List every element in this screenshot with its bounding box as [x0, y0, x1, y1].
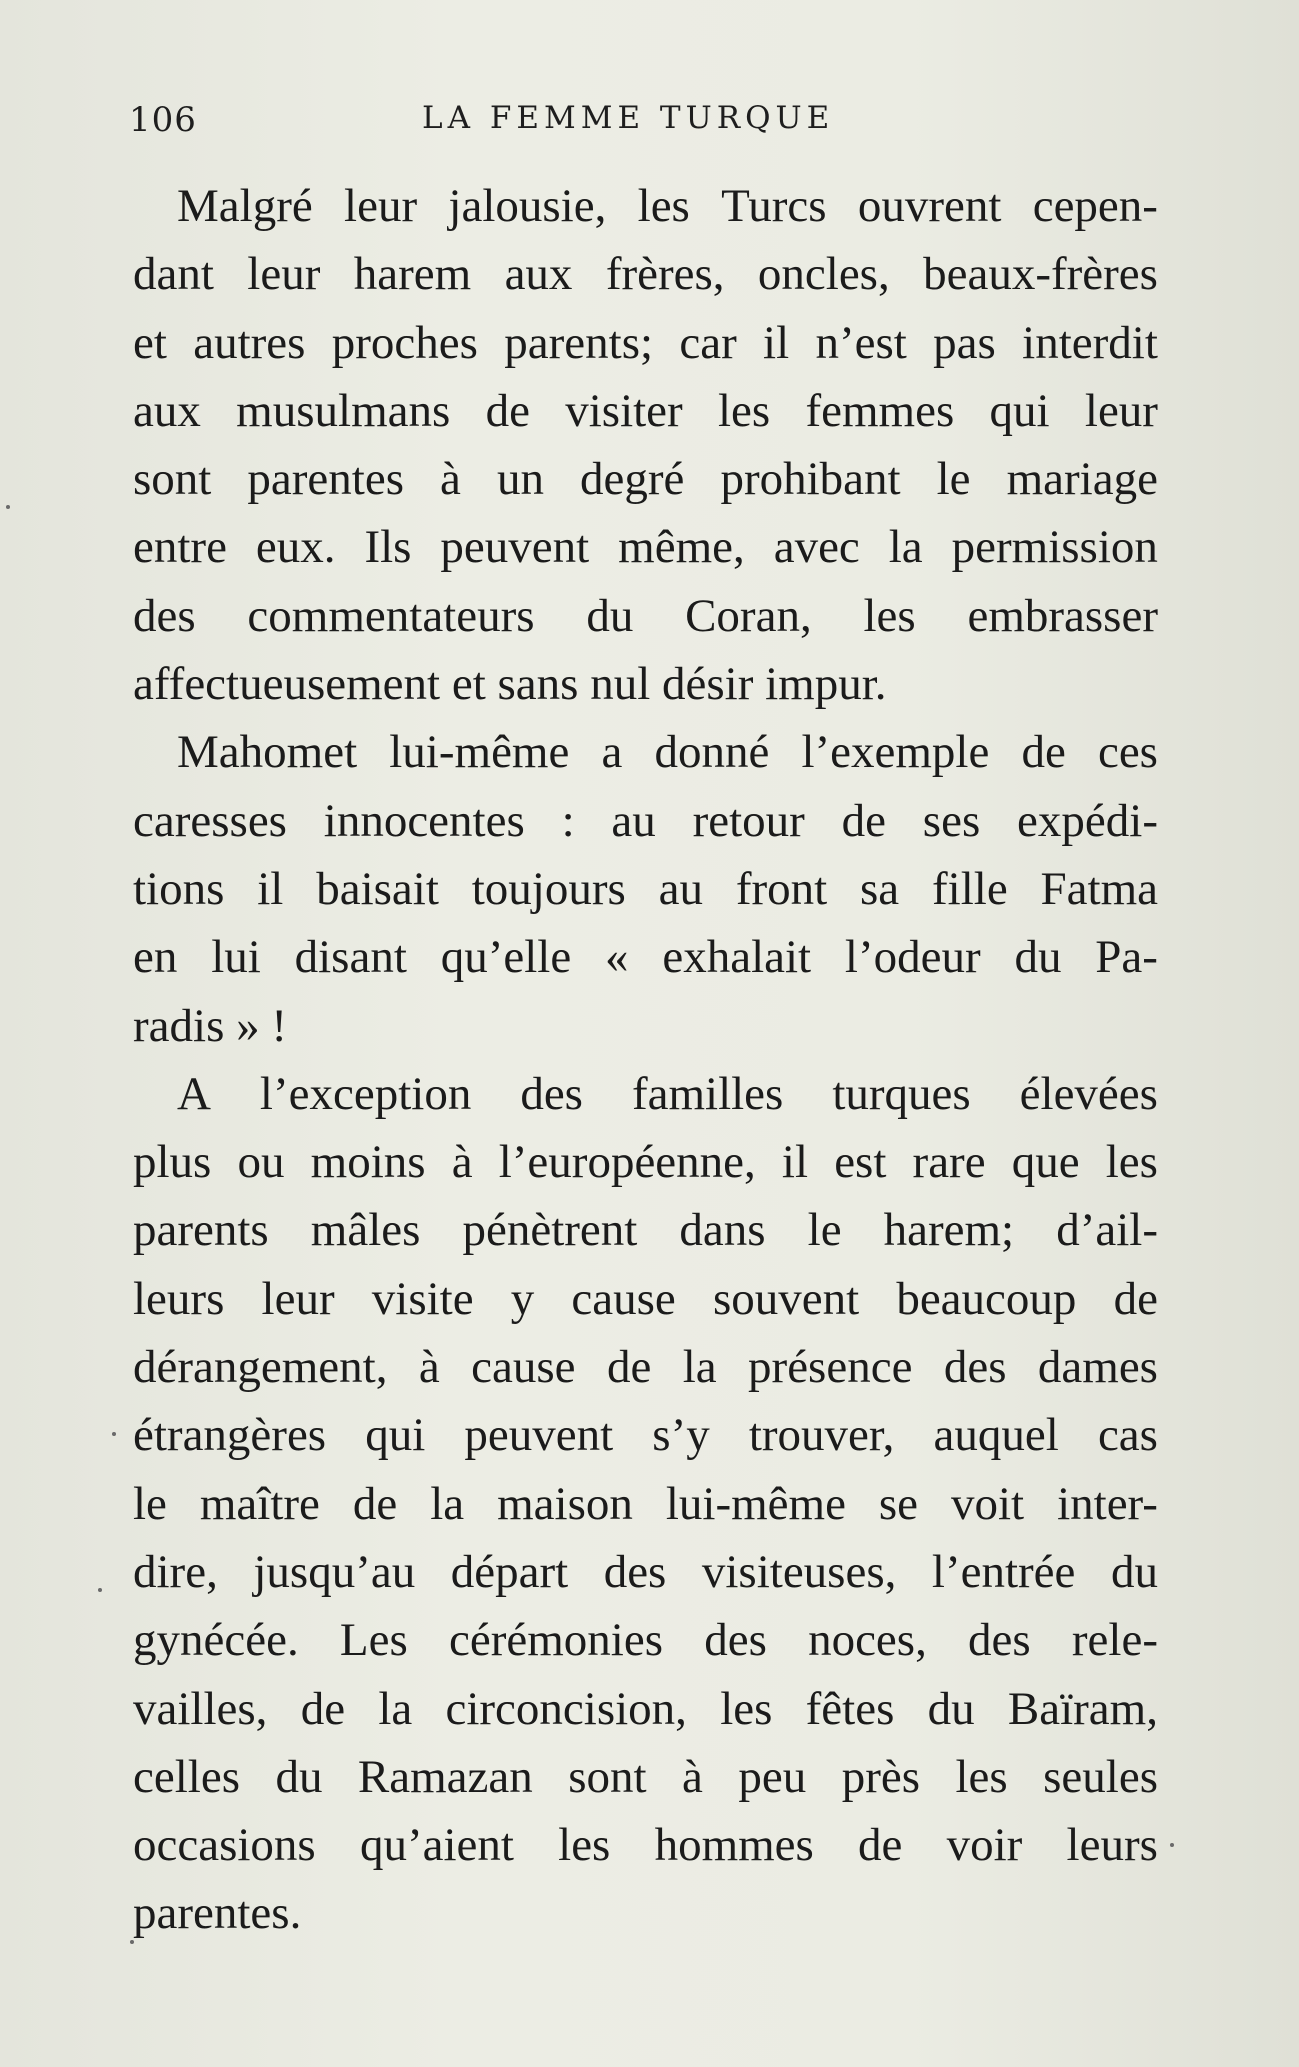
text-line: celles du Ramazan sont à peu près les seules: [133, 1750, 1158, 1803]
text-line: des commentateurs du Coran, les embrasser: [133, 589, 1158, 642]
text-line: parentes.: [133, 1887, 302, 1940]
text-line: A l’exception des familles turques élevées: [177, 1067, 1158, 1120]
text-line: plus ou moins à l’européenne, il est rare que les: [133, 1136, 1158, 1189]
text-line: parents mâles pénètrent dans le harem; d’ail-: [133, 1204, 1158, 1257]
paper-speck: [98, 1588, 102, 1592]
page-number: 106: [129, 100, 197, 140]
text-line: dérangement, à cause de la présence des dames: [133, 1341, 1158, 1394]
text-line: dire, jusqu’au départ des visiteuses, l’entrée du: [133, 1545, 1158, 1598]
text-line: tions il baisait toujours au front sa fille Fatma: [133, 862, 1158, 915]
text-line: entre eux. Ils peuvent même, avec la permission: [133, 521, 1158, 574]
text-line: leurs leur visite y cause souvent beaucoup de: [133, 1272, 1158, 1325]
text-line: affectueusement et sans nul désir impur.: [133, 658, 887, 711]
paper-speck: [1170, 1843, 1174, 1847]
text-line: caresses innocentes : au retour de ses expédi-: [133, 794, 1158, 847]
text-line: occasions qu’aient les hommes de voir leurs: [133, 1819, 1158, 1872]
running-head: LA FEMME TURQUE: [422, 100, 835, 136]
text-line: étrangères qui peuvent s’y trouver, auquel cas: [133, 1409, 1158, 1462]
text-line: Malgré leur jalousie, les Turcs ouvrent cepen-: [177, 180, 1158, 232]
text-line: dant leur harem aux frères, oncles, beaux-frères: [133, 248, 1158, 301]
paper-speck: [130, 1940, 134, 1944]
text-line: radis » !: [133, 999, 288, 1052]
paper-speck: [6, 505, 10, 509]
text-line: Mahomet lui-même a donné l’exemple de ces: [177, 726, 1158, 779]
text-line: aux musulmans de visiter les femmes qui leur: [133, 384, 1158, 437]
text-line: sont parentes à un degré prohibant le mariage: [133, 453, 1158, 506]
body-text: [133, 172, 1158, 1948]
text-line: et autres proches parents; car il n’est pas interdit: [133, 316, 1158, 369]
text-line: gynécée. Les cérémonies des noces, des rele-: [133, 1614, 1158, 1667]
text-line: vailles, de la circoncision, les fêtes du Baïram,: [133, 1682, 1158, 1735]
text-line: le maître de la maison lui-même se voit inter-: [133, 1477, 1158, 1530]
paper-speck: [112, 1432, 116, 1436]
text-line: en lui disant qu’elle « exhalait l’odeur du Pa-: [133, 931, 1158, 984]
